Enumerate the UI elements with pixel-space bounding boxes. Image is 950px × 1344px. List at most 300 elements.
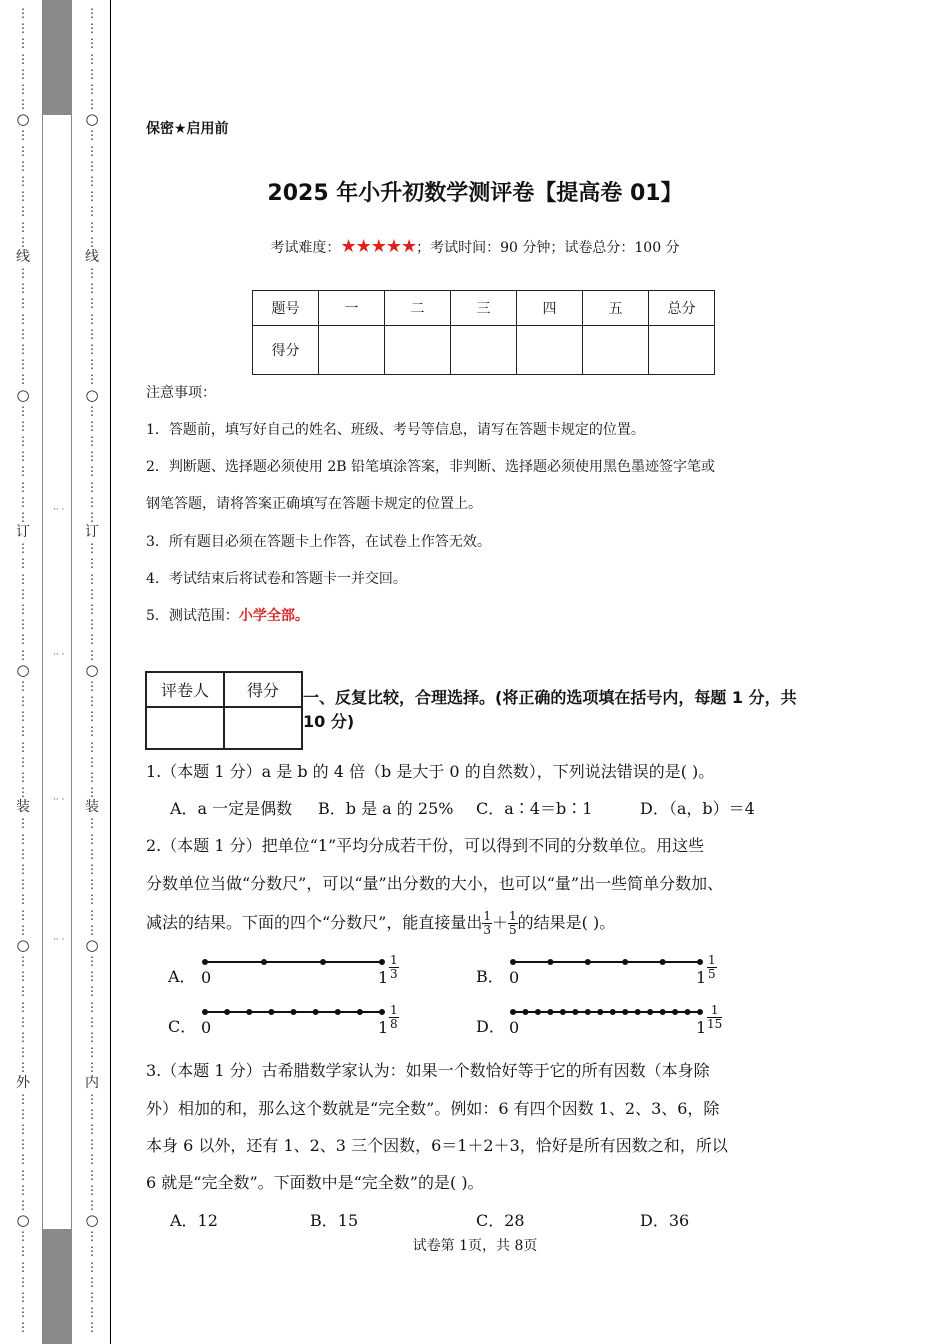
ruler-tick xyxy=(697,959,703,965)
binding-dot: ⋮ xyxy=(17,1244,29,1259)
binding-dot: ⋮ xyxy=(17,372,29,387)
binding-dot: ⋮ xyxy=(17,922,29,937)
binding-dot: ⋮ xyxy=(86,1290,98,1304)
binding-dot: ⋮ xyxy=(86,954,98,968)
binding-dot: ⋮ xyxy=(86,571,98,586)
score-cell[interactable] xyxy=(451,326,517,375)
binding-dot: ⋮ xyxy=(86,1167,98,1182)
binding-dot: ⋮ xyxy=(86,892,98,907)
binding-dot: ⋮ xyxy=(17,999,29,1014)
ruler-tick xyxy=(622,959,628,965)
binding-dot: ⋮ xyxy=(17,66,29,81)
binding-dot: ⋮ xyxy=(17,1091,29,1106)
binding-dot: ⋮ xyxy=(17,1305,29,1320)
ruler-end: 1 xyxy=(696,968,707,987)
score-header: 一 xyxy=(319,291,385,326)
ruler-tick xyxy=(597,1009,603,1015)
binding-dot: ⋮ xyxy=(17,1259,29,1274)
exam-time-info: ；考试时间：90 分钟；试卷总分：100 分 xyxy=(416,240,680,256)
ruler-tick xyxy=(261,959,267,965)
binding-dot: ⋮ xyxy=(17,266,29,280)
binding-dot: ⋮ xyxy=(17,189,29,204)
binding-dot: ⋮ xyxy=(17,602,29,616)
binding-dot: ⋮ xyxy=(17,571,29,586)
scope-value: 小学全部 xyxy=(238,608,295,624)
binding-dot: ⋮ xyxy=(17,510,29,524)
binding-dot: ⋮ xyxy=(86,770,98,784)
binding-dot: ⋮ xyxy=(86,922,98,937)
question-3-line: 3.（本题 1 分）古希腊数学家认为：如果一个数恰好等于它的所有因数（本身除 xyxy=(146,1061,710,1080)
binding-circle: ○ xyxy=(16,385,30,404)
binding-dot: ⋮ xyxy=(17,1290,29,1304)
q3-option-b[interactable]: B．15 xyxy=(310,1211,359,1230)
binding-dot: ⋮ xyxy=(86,846,98,861)
ruler-tick xyxy=(510,959,516,965)
binding-label: 内 xyxy=(85,1074,99,1091)
binding-dot: ⋮ xyxy=(86,326,98,341)
binding-dot: ⋮ xyxy=(86,296,98,311)
binding-dot: ⋮ xyxy=(86,434,98,448)
fraction-one-third xyxy=(482,910,492,937)
binding-circle: ○ xyxy=(85,385,99,404)
binding-dot: ⋮ xyxy=(86,66,98,81)
binding-dot: ⋮ xyxy=(86,862,98,876)
note-item: 3．所有题目必须在答题卡上作答，在试卷上作答无效。 xyxy=(146,534,491,550)
binding-label: 订 xyxy=(85,524,99,541)
binding-label: 装 xyxy=(16,799,30,816)
ruler-label[interactable]: D． xyxy=(476,1017,505,1036)
binding-dot: ⋮ xyxy=(17,954,29,968)
binding-dot: ⋮ xyxy=(86,464,98,479)
score-header: 三 xyxy=(451,291,517,326)
binding-dot: ⋮ xyxy=(17,541,29,556)
fraction-denominator: 15 xyxy=(707,1017,723,1031)
difficulty-stars: ★★★★★ xyxy=(340,236,417,257)
binding-dot: ⋮ xyxy=(17,311,29,326)
scope-end: 。 xyxy=(294,608,309,624)
fraction-denominator: 5 xyxy=(509,923,517,937)
binding-dot: ⋮ xyxy=(17,586,29,601)
binding-dot: ⋮ xyxy=(17,709,29,724)
binding-dot: ⋮ xyxy=(17,877,29,892)
binding-dot: ⋮ xyxy=(86,266,98,280)
binding-dot: ⋮ xyxy=(17,158,29,173)
note-scope xyxy=(146,605,309,625)
binding-dot: ⋮ xyxy=(86,51,98,66)
binding-dot: ⋮ xyxy=(17,342,29,356)
binding-dot: ⋮ xyxy=(17,647,29,662)
binding-dot: ⋮ xyxy=(17,632,29,647)
binding-dot: ⋮ xyxy=(17,97,29,112)
fraction-ruler xyxy=(508,1007,705,1017)
exam-info xyxy=(0,236,950,257)
binding-dot: ⋮ xyxy=(17,1167,29,1182)
fraction-ruler xyxy=(508,957,705,967)
ruler-end: 1 xyxy=(696,1018,707,1037)
binding-dot: ⋮ xyxy=(86,357,98,372)
ruler-tick xyxy=(585,1009,591,1015)
binding-label: 订 xyxy=(16,524,30,541)
binding-dot: ⋮ xyxy=(17,281,29,296)
fraction-numerator: 1 xyxy=(707,1004,722,1018)
question-3-line: 本身 6 以外，还有 1、2、3 三个因数，6＝1＋2＋3，恰好是所有因数之和，所以 xyxy=(146,1136,728,1155)
binding-dot: ⋮ xyxy=(17,1182,29,1197)
ruler-end: 1 xyxy=(378,1018,389,1037)
ruler-end: 1 xyxy=(378,968,389,987)
binding-dot: ⋮ xyxy=(17,1198,29,1212)
binding-dot: ⋮ xyxy=(17,296,29,311)
binding-circle: ○ xyxy=(85,936,99,954)
binding-mark: ·· · xyxy=(53,935,65,945)
binding-dot: ⋮ xyxy=(17,82,29,96)
binding-dot: ⋮ xyxy=(17,449,29,464)
binding-dot: ⋮ xyxy=(17,21,29,36)
binding-dot: ⋮ xyxy=(86,907,98,922)
grader-cell[interactable] xyxy=(224,707,302,749)
binding-dot: ⋮ xyxy=(17,1014,29,1029)
question-3-line: 外）相加的和，那么这个数就是“完全数”。例如：6 有四个因数 1、2、3、6，除 xyxy=(146,1099,720,1118)
binding-dot: ⋮ xyxy=(86,158,98,173)
grader-header: 评卷人 xyxy=(146,672,224,707)
binding-dot: ⋮ xyxy=(86,6,98,20)
binding-dot: ⋮ xyxy=(86,189,98,204)
binding-mark: ·· · xyxy=(53,795,65,805)
binding-dot: ⋮ xyxy=(86,128,98,143)
ruler-tick xyxy=(647,1009,653,1015)
binding-dot: ⋮ xyxy=(86,1045,98,1060)
ruler-tick xyxy=(224,1009,230,1015)
binding-dot: ⋮ xyxy=(17,754,29,769)
fraction-ruler xyxy=(200,1007,387,1017)
binding-circle: ○ xyxy=(16,936,30,954)
binding-dot: ⋮ xyxy=(17,1137,29,1152)
binding-dot: ⋮ xyxy=(86,234,98,249)
binding-dot: ⋮ xyxy=(17,831,29,846)
fraction-denominator: 3 xyxy=(390,967,398,981)
ruler-tick xyxy=(335,1009,341,1015)
binding-dot: ⋮ xyxy=(86,1152,98,1167)
question-3-line: 6 就是“完全数”。下面数中是“完全数”的是( )。 xyxy=(146,1173,484,1192)
ruler-tick xyxy=(685,1009,691,1015)
question-2-line xyxy=(146,906,816,940)
binding-dot: ⋮ xyxy=(17,1274,29,1289)
binding-dot: ⋮ xyxy=(17,51,29,66)
binding-dot: ⋮ xyxy=(17,403,29,418)
binding-dot: ⋮ xyxy=(86,556,98,571)
question-2-line: 2.（本题 1 分）把单位“1”平均分成若干份，可以得到不同的分数单位。用这些 xyxy=(146,836,705,855)
binding-dot: ⋮ xyxy=(17,846,29,861)
q3-option-a[interactable]: A．12 xyxy=(170,1211,218,1230)
binding-dot: ⋮ xyxy=(17,143,29,158)
binding-label: 装 xyxy=(85,799,99,816)
binding-dot: ⋮ xyxy=(86,1274,98,1289)
fraction-numerator: 1 xyxy=(509,909,517,923)
binding-dot: ⋮ xyxy=(86,1182,98,1197)
ruler-label[interactable]: C． xyxy=(168,1017,197,1036)
binding-dot: ⋮ xyxy=(86,204,98,219)
difficulty-label: 考试难度： xyxy=(270,240,341,256)
binding-dot: ⋮ xyxy=(17,862,29,876)
binding-dot: ⋮ xyxy=(86,632,98,647)
binding-dot: ⋮ xyxy=(86,1305,98,1320)
binding-dot: ⋮ xyxy=(17,1152,29,1167)
ruler-tick xyxy=(535,1009,541,1015)
fraction-one-fifth xyxy=(508,910,518,937)
ruler-start: 0 xyxy=(509,968,520,987)
binding-dot: ⋮ xyxy=(86,831,98,846)
ruler-tick xyxy=(313,1009,319,1015)
binding-dot: ⋮ xyxy=(86,709,98,724)
binding-dot: ⋮ xyxy=(86,816,98,831)
question-2-line: 分数单位当做“分数尺”，可以“量”出分数的大小，也可以“量”出一些简单分数加、 xyxy=(146,874,724,893)
ruler-tick xyxy=(622,1009,628,1015)
binding-dot: ⋮ xyxy=(86,82,98,96)
binding-dot: ⋮ xyxy=(17,36,29,51)
binding-dot: ⋮ xyxy=(17,1122,29,1136)
ruler-tick xyxy=(560,1009,566,1015)
score-cell[interactable] xyxy=(583,326,649,375)
binding-dot: ⋮ xyxy=(86,372,98,387)
ruler-start: 0 xyxy=(201,1018,212,1037)
binding-dot: ⋮ xyxy=(86,21,98,36)
binding-dot: ⋮ xyxy=(86,281,98,296)
binding-dot: ⋮ xyxy=(86,342,98,356)
binding-dot: ⋮ xyxy=(86,1122,98,1136)
binding-dot: ⋮ xyxy=(17,816,29,831)
ruler-tick xyxy=(268,1009,274,1015)
ruler-tick xyxy=(357,1009,363,1015)
fraction-ruler xyxy=(200,957,387,967)
grader-header: 得分 xyxy=(224,672,302,707)
binding-dot: ⋮ xyxy=(86,1320,98,1335)
page-title: 2025 年小升初数学测评卷【提高卷 01】 xyxy=(267,181,683,206)
ruler-tick xyxy=(547,959,553,965)
score-cell[interactable] xyxy=(385,326,451,375)
q1-option-a[interactable]: A．a 一定是偶数 xyxy=(170,799,293,818)
binding-circle: ○ xyxy=(16,110,30,129)
ruler-tick xyxy=(320,959,326,965)
binding-dot: ⋮ xyxy=(17,464,29,479)
binding-dot: ⋮ xyxy=(86,1091,98,1106)
fraction-denominator: 5 xyxy=(708,967,716,981)
binding-dot: ⋮ xyxy=(17,1045,29,1060)
note-item: 4．考试结束后将试卷和答题卡一并交回。 xyxy=(146,571,407,587)
q2-text-pre: 减法的结果。下面的四个“分数尺”，能直接量出 xyxy=(146,913,483,932)
binding-dot: ⋮ xyxy=(86,403,98,418)
binding-dot: ⋮ xyxy=(86,418,98,433)
q3-option-c[interactable]: C．28 xyxy=(476,1211,525,1230)
binding-dot: ⋮ xyxy=(17,724,29,739)
ruler-tick xyxy=(585,959,591,965)
binding-dot: ⋮ xyxy=(17,204,29,219)
ruler-label[interactable]: A． xyxy=(168,967,196,986)
binding-dot: ⋮ xyxy=(86,1106,98,1121)
binding-dot: ⋮ xyxy=(17,1229,29,1244)
binding-dot: ⋮ xyxy=(17,6,29,20)
binding-dot: ⋮ xyxy=(86,877,98,892)
fraction-denominator: 3 xyxy=(483,923,492,937)
ruler-tick xyxy=(379,959,385,965)
ruler-label[interactable]: B． xyxy=(476,967,504,986)
binding-dot: ⋮ xyxy=(86,97,98,112)
fraction-numerator: 1 xyxy=(708,953,716,967)
ruler-tick xyxy=(291,1009,297,1015)
score-cell[interactable] xyxy=(517,326,583,375)
binding-dot: ⋮ xyxy=(17,907,29,922)
binding-dot: ⋮ xyxy=(17,1106,29,1121)
ruler-tick xyxy=(202,1009,208,1015)
ruler-tick xyxy=(610,1009,616,1015)
ruler-tick xyxy=(547,1009,553,1015)
binding-dot: ⋮ xyxy=(86,1198,98,1212)
binding-dot: ⋮ xyxy=(86,541,98,556)
binding-dot: ⋮ xyxy=(17,357,29,372)
binding-label: 线 xyxy=(85,249,99,265)
binding-dot: ⋮ xyxy=(86,678,98,693)
ruler-tick xyxy=(572,1009,578,1015)
binding-dot: ⋮ xyxy=(86,586,98,601)
binding-label: 外 xyxy=(16,1074,30,1091)
ruler-tick xyxy=(510,1009,516,1015)
binding-dot: ⋮ xyxy=(86,999,98,1014)
binding-dot: ⋮ xyxy=(17,1030,29,1044)
binding-dot: ⋮ xyxy=(17,678,29,693)
binding-mark: ·· · xyxy=(53,505,65,515)
ruler-tick xyxy=(379,1009,385,1015)
binding-dot: ⋮ xyxy=(86,724,98,739)
binding-dot: ⋮ xyxy=(17,694,29,708)
fraction-numerator: 1 xyxy=(390,1003,398,1017)
binding-dot: ⋮ xyxy=(86,1014,98,1029)
q1-option-b[interactable]: B．b 是 a 的 25% xyxy=(318,799,454,818)
binding-dot: ⋮ xyxy=(86,36,98,51)
binding-dot: ⋮ xyxy=(17,785,29,800)
binding-dot: ⋮ xyxy=(17,128,29,143)
ruler-unit-fraction xyxy=(389,1004,399,1031)
binding-dot: ⋮ xyxy=(17,984,29,999)
ruler-start: 0 xyxy=(201,968,212,987)
q1-option-c[interactable]: C．a∶4＝b∶1 xyxy=(476,799,593,818)
binding-dot: ⋮ xyxy=(86,785,98,800)
score-header: 题号 xyxy=(253,291,319,326)
binding-dot: ⋮ xyxy=(86,1060,98,1075)
ruler-unit-fraction xyxy=(707,1004,722,1031)
note-item: 2．判断题、选择题必须使用 2B 铅笔填涂答案，非判断、选择题必须使用黑色墨迹签字笔或 xyxy=(146,459,716,475)
binding-dot: ⋮ xyxy=(17,617,29,632)
binding-dot: ⋮ xyxy=(86,449,98,464)
binding-dot: ⋮ xyxy=(86,174,98,188)
binding-circle: ○ xyxy=(85,660,99,679)
binding-circle: ○ xyxy=(85,110,99,129)
binding-dot: ⋮ xyxy=(86,617,98,632)
grader-table xyxy=(145,671,303,750)
ruler-unit-fraction xyxy=(389,954,399,981)
ruler-tick xyxy=(202,959,208,965)
ruler-tick xyxy=(660,1009,666,1015)
binding-circle: ○ xyxy=(16,1211,30,1230)
binding-dot: ⋮ xyxy=(17,479,29,494)
note-item: 1．答题前，填写好自己的姓名、班级、考号等信息，请写在答题卡规定的位置。 xyxy=(146,422,645,438)
notes-title: 注意事项： xyxy=(146,385,216,401)
score-row-label: 得分 xyxy=(253,326,319,375)
binding-label: 线 xyxy=(16,249,30,265)
binding-dot: ⋮ xyxy=(86,739,98,754)
binding-dot: ⋮ xyxy=(17,234,29,249)
binding-dot: ⋮ xyxy=(86,602,98,616)
ruler-tick xyxy=(635,1009,641,1015)
binding-dot: ⋮ xyxy=(17,969,29,984)
binding-gray-top xyxy=(43,0,71,115)
score-table xyxy=(252,290,715,375)
binding-dot: ⋮ xyxy=(17,418,29,433)
score-header: 总分 xyxy=(649,291,715,326)
binding-dot: ⋮ xyxy=(17,219,29,234)
binding-dot: ⋮ xyxy=(17,1320,29,1335)
score-header: 四 xyxy=(517,291,583,326)
score-header: 二 xyxy=(385,291,451,326)
binding-dot: ⋮ xyxy=(86,754,98,769)
binding-dot: ⋮ xyxy=(86,1229,98,1244)
q1-option-d[interactable]: D．（a，b）＝4 xyxy=(640,799,755,818)
ruler-tick xyxy=(522,1009,528,1015)
binding-dot: ⋮ xyxy=(86,219,98,234)
binding-dot: ⋮ xyxy=(17,494,29,509)
confidential-label: 保密★启用前 xyxy=(146,121,229,137)
binding-dot: ⋮ xyxy=(86,969,98,984)
question-1-text: 1.（本题 1 分）a 是 b 的 4 倍（b 是大于 0 的自然数），下列说法错误的是( )。 xyxy=(146,762,715,781)
scope-label: 5．测试范围： xyxy=(146,608,239,624)
binding-dot: ⋮ xyxy=(17,1060,29,1075)
score-cell[interactable] xyxy=(649,326,715,375)
q2-text-post: 的结果是( )。 xyxy=(517,913,616,932)
note-item: 钢笔答题，请将答案正确填写在答题卡规定的位置上。 xyxy=(146,496,482,512)
ruler-tick xyxy=(672,1009,678,1015)
binding-circle: ○ xyxy=(85,1211,99,1230)
grader-cell[interactable] xyxy=(146,707,224,749)
ruler-tick xyxy=(697,1009,703,1015)
page-footer: 试卷第 1页，共 8页 xyxy=(412,1238,538,1254)
binding-dot: ⋮ xyxy=(17,556,29,571)
binding-dot: ⋮ xyxy=(86,984,98,999)
binding-dot: ⋮ xyxy=(17,326,29,341)
ruler-start: 0 xyxy=(509,1018,520,1037)
section-heading: 一、反复比较，合理选择。(将正确的选项填在括号内，每题 1 分，共 10 分) xyxy=(303,688,797,731)
binding-dot: ⋮ xyxy=(17,770,29,784)
ruler-tick xyxy=(246,1009,252,1015)
plus-sign: ＋ xyxy=(492,913,509,932)
binding-mark: ·· · xyxy=(53,650,65,660)
binding-dot: ⋮ xyxy=(17,739,29,754)
ruler-tick xyxy=(660,959,666,965)
binding-dot: ⋮ xyxy=(86,494,98,509)
binding-dot: ⋮ xyxy=(17,892,29,907)
binding-dot: ⋮ xyxy=(86,510,98,524)
score-header: 五 xyxy=(583,291,649,326)
binding-dot: ⋮ xyxy=(86,1244,98,1259)
score-cell[interactable] xyxy=(319,326,385,375)
fraction-numerator: 1 xyxy=(483,909,492,923)
binding-dot: ⋮ xyxy=(86,311,98,326)
binding-dot: ⋮ xyxy=(86,1259,98,1274)
binding-dot: ⋮ xyxy=(86,647,98,662)
ruler-unit-fraction xyxy=(707,954,717,981)
binding-dot: ⋮ xyxy=(86,143,98,158)
q3-option-d[interactable]: D．36 xyxy=(640,1211,690,1230)
binding-dot: ⋮ xyxy=(86,1137,98,1152)
binding-dot: ⋮ xyxy=(17,434,29,448)
fraction-numerator: 1 xyxy=(390,953,398,967)
fraction-denominator: 8 xyxy=(390,1017,398,1031)
